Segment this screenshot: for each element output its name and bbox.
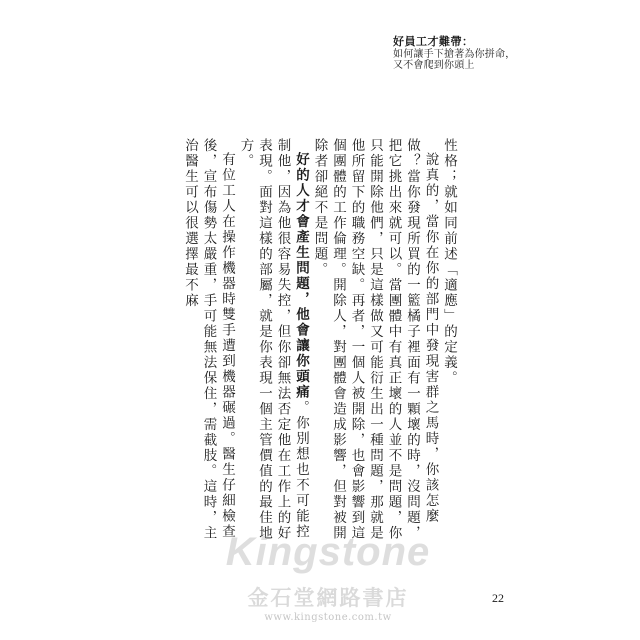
paragraph-4: 有位工人在操作機器時雙手遭到機器碾過。醫生仔細檢查後，宣布傷勢太嚴重，手可能無法保住，需截肢。這時，主治醫生可以很選擇最不麻	[182, 138, 235, 541]
vertical-body-text	[176, 138, 458, 548]
paragraph-3-rest: 。你別想也不可能控制他，因為他很容易失控，但你卻無法否定他在工作上的好表現。面對這樣的部屬，就是你表現一個主管價值的最佳地方。	[237, 138, 309, 541]
book-subtitle-line2: 又不會爬到你頭上	[393, 60, 475, 72]
paragraph-2: 說真的，當你在你的部門中發現害群之馬時，你該怎麼做？當你發現所買的一籃橘子裡面有一顆壞的時，沒問題，把它挑出來就可以。當團體中有真正壞的人並不是問題，你只能開除他們，只是這樣做又可能衍生出一種問題，那就是他所留下的職務空缺。再者，一個人被開除，也會影響到這個團體的工作倫理。開除人，對團體會造成影響，但對被開除者卻絕不是問題。	[311, 138, 439, 541]
watermark-url: www.kingstone.com.tw	[264, 612, 392, 623]
book-subtitle-line1: 如何讓手下搶著為你拼命，	[393, 48, 516, 60]
page-number: 22	[492, 591, 504, 605]
running-header	[393, 36, 603, 72]
bold-phrase: 好的人才會產生問題，他會讓你頭痛	[293, 151, 309, 400]
paragraph-3	[236, 138, 310, 548]
book-title: 好員工才難帶：	[393, 35, 474, 48]
watermark-store-name: 金石堂網路書店	[247, 585, 409, 610]
watermark-logo: Kingstone	[225, 530, 431, 574]
paragraph-1: 性格；就如同前述「適應」的定義。	[441, 138, 457, 386]
